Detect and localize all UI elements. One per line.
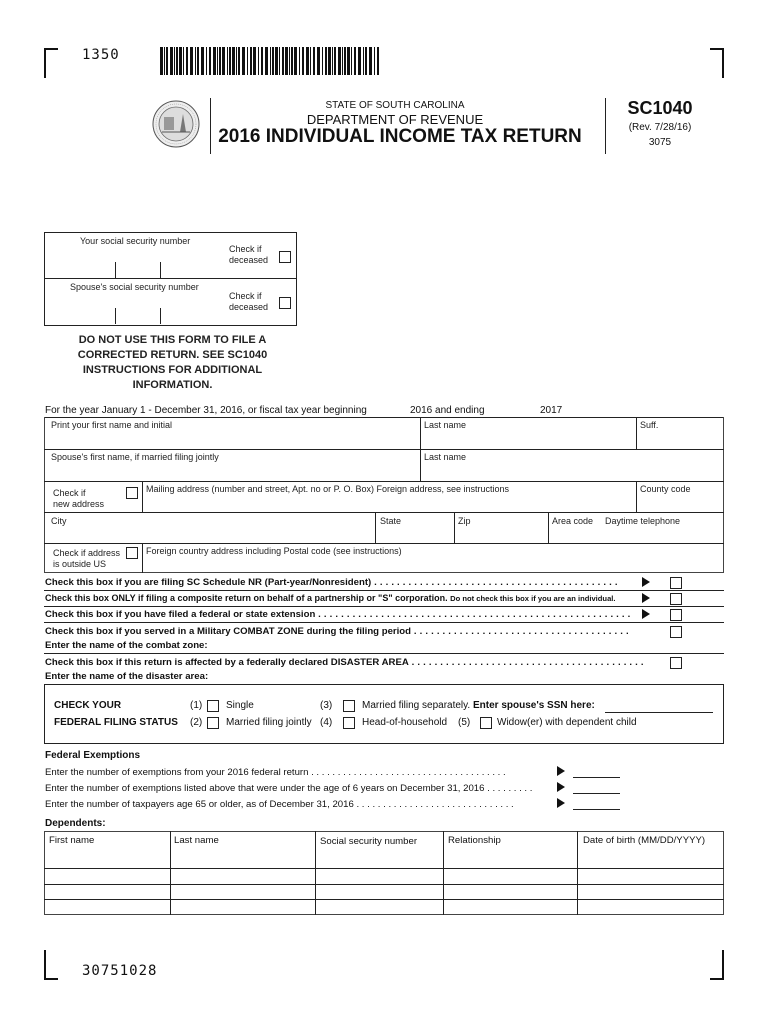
county-code-label: County code (640, 484, 691, 494)
warning-text: DO NOT USE THIS FORM TO FILE A CORRECTED RETURN. SEE SC1040 INSTRUCTIONS FOR ADDITIONAL INFORMATION. (77, 334, 268, 391)
filing-status-box (44, 684, 724, 744)
form-revision: (Rev. 7/28/16) (628, 122, 692, 133)
zip-input[interactable] (456, 527, 544, 541)
new-address-checkbox[interactable] (126, 487, 138, 499)
filing-status-label: CHECK YOUR (54, 700, 122, 711)
last-name-input[interactable] (422, 431, 632, 447)
tax-year-prefix: For the year January 1 - December 31, 2016, or fiscal tax year beginning (45, 405, 367, 416)
new-address-label: Check if new address (53, 488, 105, 509)
composite-check-row: Check this box ONLY if filing a composite return on behalf of a partnership or "S" corporation. Do not check this box if you are an individual. (45, 593, 616, 603)
arrow-icon (642, 593, 650, 603)
combat-check-row: Check this box if you served in a Military COMBAT ZONE during the filing period . . . . . . . . . . . . . . . . . . . . . . . . . . . . . . . . . . . . . . (45, 626, 629, 637)
composite-checkbox[interactable] (670, 593, 682, 605)
arrow-icon (557, 766, 565, 776)
city-label: City (51, 516, 67, 526)
spouse-deceased-checkbox[interactable] (279, 297, 291, 309)
exemptions-title: Federal Exemptions (45, 750, 141, 761)
form-top-code: 1350 (82, 47, 120, 63)
first-name-input[interactable] (46, 431, 416, 447)
dependents-col-first-name: First name (49, 835, 95, 846)
daytime-phone-label: Daytime telephone (605, 516, 681, 526)
married-separately-label: Married filing separately. Enter spouse's SSN here: (362, 700, 595, 711)
married-separately-checkbox[interactable] (343, 700, 355, 712)
spouse-last-name-label: Last name (424, 452, 467, 462)
exemption-input-2[interactable] (573, 781, 620, 794)
outside-us-label: Check if address is outside US (53, 548, 121, 569)
county-code-input[interactable] (638, 495, 720, 510)
status-2-number: (2) (190, 717, 203, 728)
state-input[interactable] (377, 527, 451, 541)
tax-year-mid: 2016 and ending (410, 405, 485, 416)
spouse-last-name-input[interactable] (422, 463, 720, 479)
single-checkbox[interactable] (207, 700, 219, 712)
spouse-deceased-label: Check if deceased (229, 291, 269, 312)
foreign-address-label: Foreign country address including Postal code (see instructions) (146, 546, 402, 556)
disaster-area-label: Enter the name of the disaster area: (45, 671, 209, 682)
spouse-ssn-line-input[interactable] (605, 700, 713, 713)
area-code-label: Area code (552, 516, 594, 526)
disaster-check-row: Check this box if this return is affected by a federally declared DISASTER AREA . . . . . . . . . . . . . . . . . . . . . . . . . . . . . . . . . . . . . . . . . (45, 657, 644, 668)
suffix-label: Suff. (640, 420, 659, 430)
nr-checkbox[interactable] (670, 577, 682, 589)
arrow-icon (642, 577, 650, 587)
combat-zone-input[interactable] (225, 640, 720, 652)
combat-zone-label: Enter the name of the combat zone: (45, 640, 208, 651)
arrow-icon (557, 782, 565, 792)
filing-status-label: FEDERAL FILING STATUS (54, 717, 178, 728)
phone-input[interactable] (550, 527, 720, 541)
widower-checkbox[interactable] (480, 717, 492, 729)
header-divider (210, 98, 211, 154)
crop-mark-top-right (710, 48, 724, 78)
dependents-col-relationship: Relationship (448, 835, 501, 846)
crop-mark-top-left (44, 48, 58, 78)
arrow-icon (642, 609, 650, 619)
city-input[interactable] (46, 527, 371, 541)
married-jointly-checkbox[interactable] (207, 717, 219, 729)
crop-mark-bottom-right (710, 950, 724, 980)
outside-us-checkbox[interactable] (126, 547, 138, 559)
dependent-row[interactable] (46, 886, 722, 898)
header-state: STATE OF SOUTH CAROLINA (325, 100, 465, 111)
arrow-icon (557, 798, 565, 808)
header-department: DEPARTMENT OF REVENUE (306, 112, 484, 127)
form-bottom-code: 30751028 (82, 963, 158, 979)
zip-label: Zip (458, 516, 471, 526)
extension-check-row: Check this box if you have filed a federal or state extension . . . . . . . . . . . . . . . . . . . . . . . . . . . . . . . . . . . . . . . . . . . . . . . . . . . . . . . (45, 609, 631, 620)
mailing-address-input[interactable] (146, 495, 632, 510)
deceased-checkbox[interactable] (279, 251, 291, 263)
tax-year-end: 2017 (540, 405, 563, 416)
form-code: 3075 (648, 137, 672, 148)
widower-label: Widow(er) with dependent child (497, 717, 637, 728)
exemption-line-3: Enter the number of taxpayers age 65 or older, as of December 31, 2016 . . . . . . . . . . . . . . . . . . . . . . . . . . . . . . (45, 799, 514, 810)
form-title: 2016 INDIVIDUAL INCOME TAX RETURN (218, 126, 582, 147)
exemption-input-1[interactable] (573, 765, 620, 778)
spouse-ssn-input[interactable] (70, 308, 210, 324)
head-of-household-label: Head-of-household (362, 717, 448, 728)
your-ssn-label: Your social security number (80, 236, 191, 246)
state-label: State (380, 516, 402, 526)
status-1-number: (1) (190, 700, 203, 711)
barcode (160, 47, 382, 75)
dependents-title: Dependents: (45, 818, 106, 829)
exemption-line-2: Enter the number of exemptions listed above that were under the age of 6 years on December 31, 2016 . . . . . . . . . (45, 783, 533, 794)
deceased-label: Check if deceased (229, 244, 269, 265)
dependents-col-ssn: Social security number (320, 836, 418, 847)
married-jointly-label: Married filing jointly (226, 717, 312, 728)
spouse-first-name-label: Spouse's first name, if married filing jointly (51, 452, 219, 462)
status-3-number: (3) (320, 700, 333, 711)
nr-check-row: Check this box if you are filing SC Schedule NR (Part-year/Nonresident) . . . . . . . . . . . . . . . . . . . . . . . . . . . . . . . . . . . . . . . . . . . (45, 577, 618, 588)
status-5-number: (5) (458, 717, 471, 728)
single-label: Single (226, 700, 254, 711)
foreign-address-input[interactable] (146, 557, 720, 571)
header-divider (605, 98, 606, 154)
exemption-input-3[interactable] (573, 797, 620, 810)
suffix-input[interactable] (638, 431, 720, 447)
form-number: SC1040 (627, 98, 693, 118)
spouse-ssn-label: Spouse's social security number (70, 282, 199, 292)
your-ssn-input[interactable] (70, 262, 210, 278)
disaster-checkbox[interactable] (670, 657, 682, 669)
state-seal-icon (152, 100, 200, 148)
dependent-row[interactable] (46, 870, 722, 883)
mailing-address-label: Mailing address (number and street, Apt. no or P. O. Box) Foreign address, see instructions (146, 484, 510, 494)
first-name-label: Print your first name and initial (51, 420, 173, 430)
crop-mark-bottom-left (44, 950, 58, 980)
extension-checkbox[interactable] (670, 609, 682, 621)
spouse-first-name-input[interactable] (46, 463, 416, 479)
last-name-label: Last name (424, 420, 467, 430)
dependents-col-dob: Date of birth (MM/DD/YYYY) (583, 835, 706, 846)
status-4-number: (4) (320, 717, 333, 728)
disaster-area-input[interactable] (230, 671, 720, 683)
dependents-col-last-name: Last name (174, 835, 219, 846)
combat-checkbox[interactable] (670, 626, 682, 638)
head-of-household-checkbox[interactable] (343, 717, 355, 729)
exemption-line-1: Enter the number of exemptions from your 2016 federal return . . . . . . . . . . . . . . . . . . . . . . . . . . . . . . . . . . . . . (45, 767, 506, 778)
dependent-row[interactable] (46, 901, 722, 914)
